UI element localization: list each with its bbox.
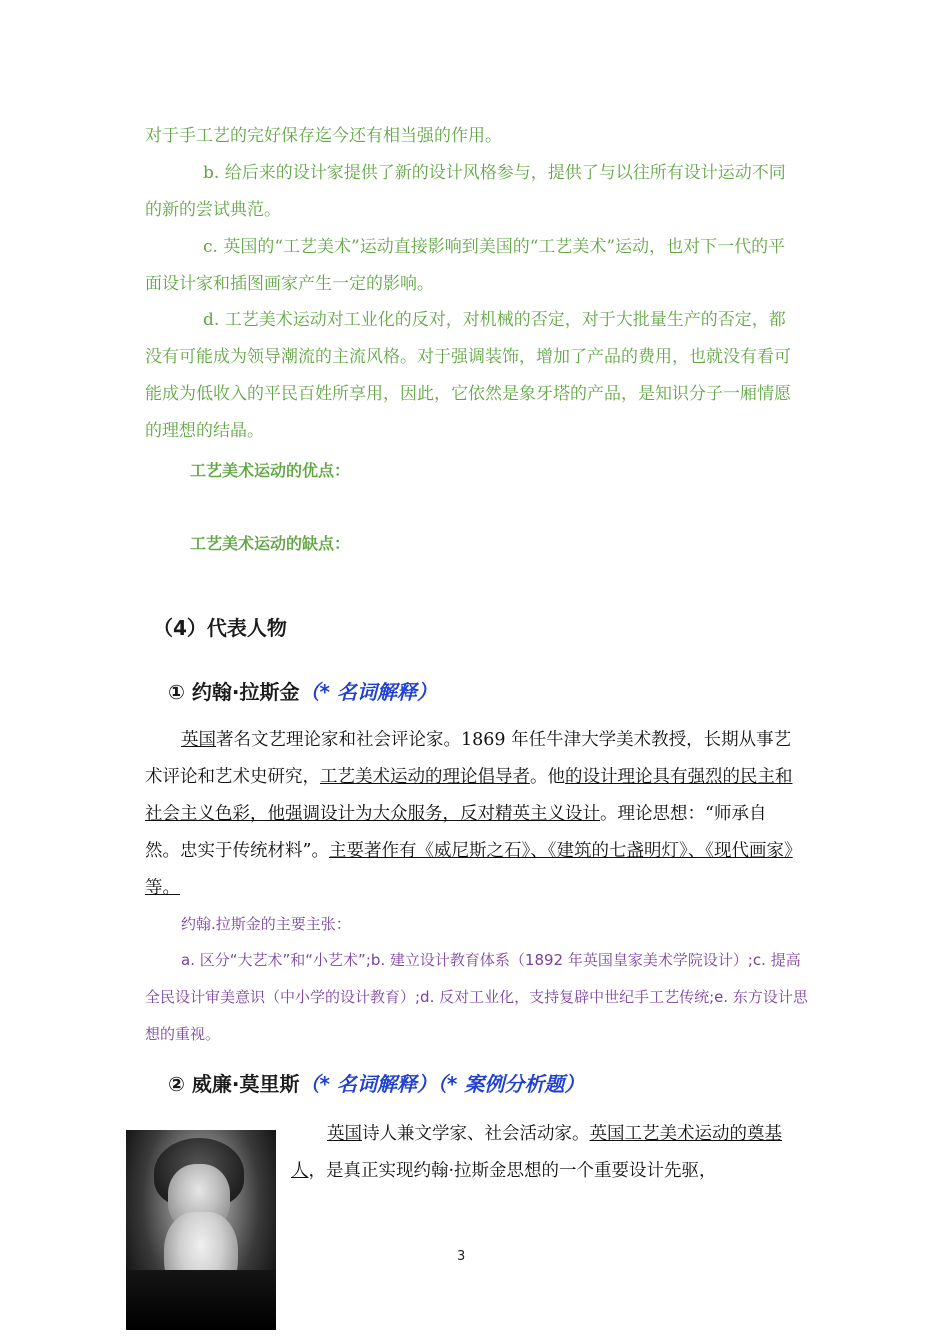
- paragraph-point-c: c. 英国的“工艺美术”运动直接影响到美国的“工艺美术”运动，也对下一代的平面设计家和插图画家产生一定的影响。: [145, 237, 786, 294]
- ruskin-text-2: 著名文艺理论家和社会评论家。1869 年任牛津大学美术教授，长期从事艺术评论和艺术史研究，: [145, 730, 792, 787]
- tag-case-analysis: （* 案例分析题）: [436, 1072, 585, 1096]
- paragraph-continuation: 对于手工艺的完好保存迄今还有相当强的作用。: [145, 126, 502, 146]
- morris-text-3: 英国工艺美术运动的奠基人: [291, 1124, 782, 1181]
- morris-description: [291, 1116, 796, 1190]
- morris-text-1: 英国: [327, 1124, 362, 1144]
- ruskin-text-3: 工艺美术运动的理论倡导者: [320, 767, 530, 787]
- tag-term-explanation: （* 名词解释）: [299, 680, 437, 704]
- subheading-pros: 工艺美术运动的优点：: [190, 461, 351, 480]
- morris-text-2: 诗人兼文学家、社会活动家。: [362, 1124, 590, 1144]
- ruskin-text-1: 英国: [181, 730, 216, 750]
- ruskin-ideas-title: 约翰.拉斯金的主要主张：: [181, 915, 351, 933]
- section-heading-representatives: （4）代表人物: [153, 616, 287, 640]
- paragraph-point-b: b. 给后来的设计家提供了新的设计风格参与，提供了与以往所有设计运动不同的新的尝试典范。: [145, 163, 786, 220]
- heading-morris-name: ② 威廉·莫里斯: [168, 1072, 300, 1096]
- morris-text-4: ，是真正实现约翰·拉斯金思想的一个重要设计先驱，: [308, 1161, 717, 1181]
- ruskin-ideas-body: a. 区分“大艺术”和“小艺术”;b. 建立设计教育体系（1892 年英国皇家美术学院设计）;c. 提高全民设计审美意识（中小学的设计教育）;d. 反对工业化，支持复辟中世纪手工艺传统;e. 东方设计思想的重视。: [145, 951, 808, 1043]
- heading-ruskin: [168, 676, 437, 705]
- tag-term-explanation-2: （* 名词解释）: [299, 1072, 437, 1096]
- ruskin-text-7: 主要著作有《威尼斯之石》、《建筑的七盏明灯》、《现代画家》等。: [145, 841, 793, 898]
- paragraph-point-d: d. 工艺美术运动对工业化的反对，对机械的否定，对于大批量生产的否定，都没有可能成为领导潮流的主流风格。对于强调装饰，增加了产品的费用，也就没有看可能成为低收入的平民百姓所享用，因此，它依然是象牙塔的产品，是知识分子一厢情愿的理想的结晶。: [145, 310, 791, 441]
- ruskin-text-6: 。理论思想：“师承自然。忠实于传统材料”。: [145, 804, 767, 861]
- subheading-cons: 工艺美术运动的缺点：: [190, 534, 351, 553]
- page-number: 3: [457, 1249, 466, 1264]
- heading-ruskin-name: ① 约翰·拉斯金: [168, 680, 300, 704]
- morris-portrait-photo: [126, 1130, 276, 1330]
- heading-morris: [168, 1068, 584, 1097]
- ruskin-text-5: 的设计理论具有强烈的民主和社会主义色彩，他强调设计为大众服务，反对精英主义设计: [145, 767, 793, 824]
- ruskin-text-4: 。他: [530, 767, 565, 787]
- ruskin-description: [145, 722, 800, 907]
